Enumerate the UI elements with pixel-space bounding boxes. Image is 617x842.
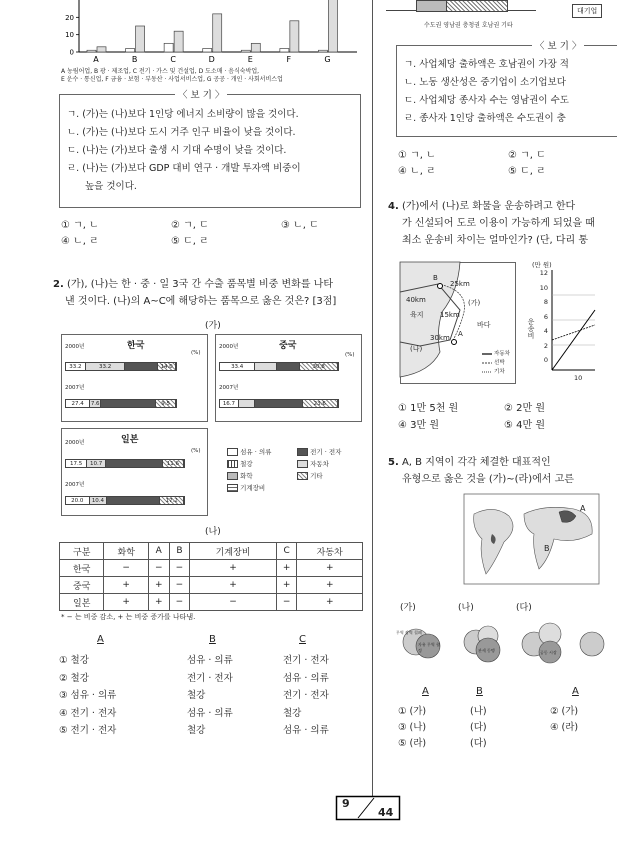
ytick: 2: [543, 341, 548, 350]
choices-q1: [61, 218, 319, 250]
left-column: [53, 0, 365, 842]
table-header: 화학: [104, 543, 148, 560]
bogi-item: ㄱ. 사업체당 출하액은 호남권이 가장 적: [404, 59, 569, 70]
answer-b: 철강: [187, 725, 206, 736]
segment: [255, 400, 302, 407]
table-row: [60, 594, 363, 611]
answer-c: 전기 · 전자: [283, 655, 329, 666]
choice-4[interactable]: ④ 3만 원: [398, 420, 440, 431]
table-cell: −: [169, 594, 190, 611]
segment: 11.6: [163, 460, 184, 467]
segment: [239, 400, 256, 407]
table-header: 기계장비: [190, 543, 277, 560]
chart-caption-1: A 농림어업, B 광 · 제조업, C 전기 · 가스 및 건설업, D 도소매 · 음식숙박업,: [61, 68, 260, 75]
table-cell: 일본: [60, 594, 104, 611]
legend-label: 기타: [310, 472, 323, 480]
answer-row[interactable]: [59, 705, 359, 723]
answer-opt: ② 철강: [59, 672, 89, 684]
stack-legend: [227, 446, 341, 494]
change-table: [59, 542, 363, 611]
choice-5[interactable]: ⑤ ㄷ, ㄹ: [508, 166, 546, 177]
answer-c: 전기 · 전자: [283, 690, 329, 701]
bogi-item: ㄷ. (나)는 (가)보다 출생 시 기대 수명이 낮을 것이다.: [67, 145, 287, 156]
top-legend: 수도권 영남권 충청권 호남권 기타: [424, 22, 513, 29]
world-map: [464, 494, 599, 584]
x-tick-label: F: [286, 55, 292, 64]
top-label: 대기업: [572, 4, 602, 18]
segment: [107, 497, 160, 504]
japan-title: 일본: [121, 435, 139, 445]
map-label: 육지: [410, 311, 424, 319]
world-map-label: B: [544, 544, 550, 553]
bogi-title-1: 〈 보 기 〉: [175, 87, 227, 101]
question-text-2: 낸 것이다. (나)의 A~C에 해당하는 품목으로 옳은 것은? [3점]: [65, 296, 337, 307]
graph-ylabel: 운송비: [527, 318, 535, 339]
choice-2[interactable]: ② 2만 원: [504, 403, 546, 414]
question-number: 5.: [388, 457, 399, 468]
answer-opt: ① 철강: [59, 655, 89, 666]
segment: 30.8: [300, 363, 338, 370]
choice-3[interactable]: ③ ㄴ, ㄷ: [281, 220, 319, 231]
x-tick-label: E: [247, 55, 253, 64]
y-tick-label: 10: [65, 31, 74, 40]
answer-opt: ② (가): [550, 706, 579, 717]
map-label: 30km: [430, 334, 450, 342]
table-cell: +: [276, 560, 297, 577]
bar: [251, 43, 260, 52]
table-cell: +: [148, 594, 169, 611]
answer-list-q5: [398, 704, 578, 752]
segment: 7.6: [90, 401, 100, 407]
korea-2007-bar: [65, 399, 177, 408]
korea-year-2007: 2007년: [65, 385, 85, 391]
segment: [255, 363, 276, 370]
japan-year-2000: 2000년: [65, 440, 85, 446]
answer-opt: ③ (나): [398, 722, 427, 733]
question-text-3: 최소 운송비 차이는 얼마인가? (단, 다리 통: [402, 235, 589, 246]
legend-label: 화학: [240, 472, 253, 480]
table-cell: −: [169, 577, 190, 594]
japan-pct: (%): [191, 448, 201, 454]
answer-opt: ⑤ (라): [398, 738, 427, 749]
question-text-2: 가 신설되어 도로 이용이 가능하게 되었을 때: [402, 218, 595, 229]
legend-label: 섬유 · 의류: [240, 448, 272, 456]
choice-4[interactable]: ④ ㄴ, ㄹ: [398, 166, 436, 177]
circle-text: 자유 무역 협정: [418, 642, 440, 653]
question-number: 2.: [53, 279, 64, 290]
table-header-row: [60, 543, 363, 560]
china-year-2000: 2000년: [219, 344, 239, 350]
map-label: (나): [410, 345, 423, 353]
answer-b: 전기 · 전자: [187, 672, 233, 684]
circle-text: 공동 시장: [540, 650, 557, 655]
bogi-title-2: 〈 보 기 〉: [532, 38, 584, 52]
answer-head: A: [422, 686, 429, 697]
choice-1[interactable]: ① ㄱ, ㄴ: [398, 150, 436, 161]
answer-row[interactable]: [398, 720, 578, 736]
segment: 33.2: [86, 363, 126, 370]
bar: [87, 50, 96, 52]
page-total: 44: [378, 806, 394, 819]
circle-text: 관세 동맹: [478, 648, 495, 653]
choice-2[interactable]: ② ㄱ, ㄷ: [171, 220, 209, 231]
japan-2000-bar: [65, 459, 185, 468]
bar: [203, 49, 212, 52]
answer-opt: ⑤ 전기 · 전자: [59, 725, 117, 736]
answer-head: B: [476, 686, 483, 697]
segment: 10.4: [90, 497, 108, 504]
answer-opt: ① (가): [398, 706, 427, 717]
question-number: 4.: [388, 201, 399, 212]
segment: 10.7: [87, 460, 106, 467]
answer-b: 섬유 · 의류: [187, 655, 233, 666]
label-na: (나): [205, 527, 221, 537]
map-legend-item: 자동차: [494, 351, 510, 357]
table-header: B: [169, 543, 190, 560]
ytick: 12: [539, 269, 548, 277]
bar: [174, 31, 183, 52]
world-map-label: A: [580, 504, 586, 513]
chart-caption-2: E 운수 · 통신업, F 금융 · 보험 · 부동산 · 사업서비스업, G 공공 · 개인 · 사회서비스업: [61, 76, 283, 83]
segment: 17.5: [66, 460, 87, 467]
bar: [213, 14, 222, 52]
ytick: 6: [543, 312, 548, 321]
bar: [290, 21, 299, 52]
answer-row[interactable]: [398, 704, 578, 720]
choice-1[interactable]: ① ㄱ, ㄴ: [61, 220, 99, 231]
answer-row[interactable]: [59, 722, 359, 740]
answer-row[interactable]: [398, 736, 578, 752]
table-cell: −: [276, 594, 297, 611]
table-cell: +: [297, 560, 363, 577]
segment: [125, 363, 158, 370]
segment: 9.5: [156, 400, 176, 407]
china-year-2007: 2007년: [219, 385, 239, 391]
korea-pct: (%): [191, 350, 201, 356]
top-bar-fragment: [386, 0, 536, 11]
x-tick-label: A: [93, 55, 99, 64]
legend-label: 자동차: [310, 460, 329, 468]
answer-opt: ③ 섬유 · 의류: [59, 690, 117, 701]
industry-bar-chart: [57, 0, 365, 66]
x-tick-label: D: [208, 55, 215, 64]
map-label: 15km: [440, 311, 460, 319]
table-cell: +: [190, 560, 277, 577]
table-footnote: * − 는 비중 감소, + 는 비중 증가를 나타냄.: [61, 613, 196, 621]
y-tick-label: 20: [65, 13, 74, 22]
answer-row[interactable]: [59, 670, 359, 688]
answer-head-c: C: [299, 634, 306, 645]
korea-2000-bar: [65, 362, 177, 371]
answer-c: 철강: [283, 707, 302, 719]
bogi-item: ㄴ. 노동 생산성은 중기업이 소기업보다: [404, 77, 566, 88]
korea-title: 한국: [127, 341, 145, 351]
segment: 17.2: [160, 497, 184, 504]
legend-label: 철강: [240, 460, 253, 468]
bogi-item: ㄱ. (가)는 (나)보다 1인당 에너지 소비량이 많을 것이다.: [67, 109, 299, 120]
answer-row[interactable]: [59, 652, 359, 670]
bogi-item: ㄹ. (나)는 (가)보다 GDP 대비 연구 · 개발 투자액 비중이: [67, 163, 301, 174]
japan-2007-bar: [65, 496, 185, 505]
answer-head: A: [572, 686, 579, 697]
bar: [126, 49, 135, 52]
segment: [101, 400, 156, 407]
segment: 33.2: [66, 363, 86, 370]
choice-1[interactable]: ① 1만 5천 원: [398, 403, 459, 414]
bar: [280, 49, 289, 52]
segment: 14.0: [158, 363, 176, 370]
ytick: 0: [543, 356, 548, 364]
bogi-items-1: [67, 106, 301, 196]
segment: [106, 460, 163, 467]
column-divider: [372, 0, 373, 796]
bogi-items-2: [404, 56, 569, 128]
table-cell: −: [169, 560, 190, 577]
question-text: (가), (나)는 한 · 중 · 일 3국 간 수출 품목별 비중 변화를 나타: [66, 279, 333, 290]
legend-label: 기계장비: [240, 484, 266, 492]
table-cell: −: [190, 594, 277, 611]
question-5: [388, 454, 574, 488]
answer-b: (다): [470, 722, 487, 733]
answer-head-b: B: [209, 634, 216, 645]
map-label: 바다: [477, 321, 491, 329]
graph-xtick: 10: [574, 374, 583, 382]
table-cell: +: [276, 577, 297, 594]
answer-c: 섬유 · 의류: [283, 725, 329, 736]
bar: [328, 0, 337, 52]
segment: 20.0: [66, 497, 90, 504]
ytick: 4: [543, 327, 548, 335]
question-4: [388, 198, 595, 249]
table-cell: +: [297, 594, 363, 611]
answer-row[interactable]: [59, 687, 359, 705]
segment: [277, 363, 301, 370]
answer-c: 섬유 · 의류: [283, 672, 329, 684]
table-row: [60, 560, 363, 577]
china-2007-bar: [219, 399, 339, 408]
question-text-2: 유형으로 옳은 것을 (가)~(라)에서 고른: [402, 474, 574, 485]
bar: [164, 43, 173, 52]
segment: 33.4: [220, 363, 255, 370]
answer-opt: ④ 전기 · 전자: [59, 707, 117, 719]
table-cell: +: [297, 577, 363, 594]
table-header: A: [148, 543, 169, 560]
answer-list: [59, 652, 359, 740]
legend-label: 전기 · 전자: [310, 448, 342, 456]
table-cell: 한국: [60, 560, 104, 577]
graph-unit: (만 원): [532, 261, 552, 269]
answer-head-a: A: [97, 634, 104, 645]
table-header: C: [276, 543, 297, 560]
segment: 27.4: [66, 400, 90, 407]
map-label: 40km: [406, 296, 426, 304]
x-tick-label: B: [131, 55, 138, 64]
table-cell: +: [104, 577, 148, 594]
table-cell: +: [104, 594, 148, 611]
circle-text: 무역 장벽 철폐: [396, 630, 422, 635]
table-cell: −: [148, 560, 169, 577]
y-tick-label: 0: [69, 48, 74, 57]
choice-5[interactable]: ⑤ 4만 원: [504, 420, 546, 431]
table-cell: −: [104, 560, 148, 577]
map-legend-item: 기차: [494, 369, 505, 375]
choice-2[interactable]: ② ㄱ, ㄷ: [508, 150, 546, 161]
map-label: 25km: [450, 280, 470, 288]
x-tick-label: C: [170, 55, 176, 64]
china-pct: (%): [345, 352, 355, 358]
bogi-item: ㄴ. (가)는 (나)보다 도시 거주 인구 비율이 낮을 것이다.: [67, 127, 296, 138]
segment: 23.6: [303, 400, 338, 407]
graph-yticks: [538, 266, 548, 368]
bar: [136, 26, 145, 52]
map-label: B: [433, 274, 438, 282]
integration-diagram: [394, 614, 599, 664]
answer-b: (다): [470, 738, 487, 749]
bogi-item: ㄹ. 종사자 1인당 출하액은 수도권이 충: [404, 113, 566, 124]
map-legend: [494, 350, 510, 377]
map-legend-item: 선박: [494, 360, 505, 366]
page-current: 9: [342, 797, 350, 810]
right-column: [384, 0, 598, 842]
japan-year-2007: 2007년: [65, 482, 85, 488]
choice-5[interactable]: ⑤ ㄷ, ㄹ: [171, 236, 209, 247]
bogi-item: 높을 것이다.: [85, 181, 137, 192]
type-label: (가): [400, 603, 416, 613]
answer-opt: ④ (라): [550, 722, 579, 733]
bar: [318, 50, 327, 52]
map-label: A: [458, 330, 463, 338]
type-label: (나): [458, 603, 474, 613]
question-text: A, B 지역이 각각 체결한 대표적인: [401, 457, 551, 468]
x-tick-label: G: [324, 55, 331, 64]
choices-q4: [398, 400, 545, 434]
table-cell: 중국: [60, 577, 104, 594]
question-2: [53, 276, 373, 310]
answer-b: 섬유 · 의류: [187, 707, 233, 719]
question-text: (가)에서 (나)로 화물을 운송하려고 한다: [401, 201, 576, 212]
choices-q3: [398, 148, 546, 180]
bar: [97, 47, 106, 52]
answer-b: (나): [470, 706, 487, 717]
ytick: 10: [539, 283, 548, 292]
korea-year-2000: 2000년: [65, 344, 85, 350]
map-label: (가): [468, 299, 481, 307]
table-header: 자동차: [297, 543, 363, 560]
table-row: [60, 577, 363, 594]
table-cell: +: [148, 577, 169, 594]
answer-b: 철강: [187, 690, 206, 701]
choice-4[interactable]: ④ ㄴ, ㄹ: [61, 236, 99, 247]
ytick: 8: [543, 298, 548, 306]
type-label: (다): [516, 603, 532, 613]
table-cell: +: [190, 577, 277, 594]
china-title: 중국: [279, 341, 297, 351]
table-header: 구분: [60, 543, 104, 560]
segment: 16.7: [220, 400, 239, 407]
bar: [241, 50, 250, 52]
bogi-item: ㄷ. 사업체당 종사자 수는 영남권이 수도: [404, 95, 569, 106]
cost-graph: [550, 270, 595, 372]
label-ga: (가): [205, 321, 221, 331]
china-2000-bar: [219, 362, 339, 371]
